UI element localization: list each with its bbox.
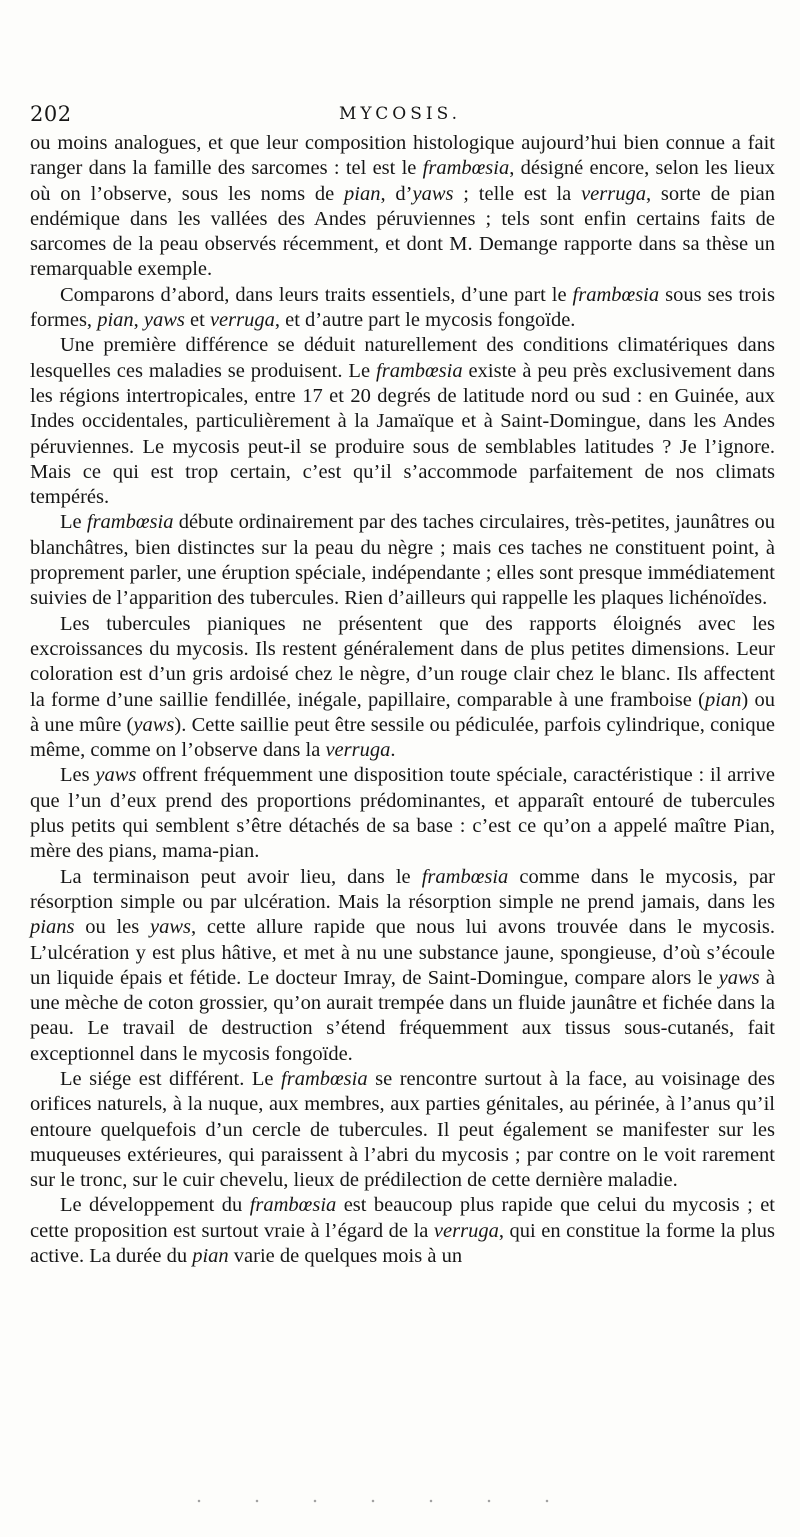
text-run: Les tubercules pianiques ne présentent que des rapports éloignés avec les excroissances du mycosis. Ils restent généralement dans de plus petites dimensions. Leur coloration est d’un gris ardoisé chez le nègre, d’un rouge clair chez le blanc. Ils affectent la forme d’une saillie fendillée, inégale, papillaire, comparable à une framboise ( — [30, 612, 775, 711]
italic-term: yaws — [718, 966, 760, 989]
text-run: comme dans le mycosis, par résorption simple ou par ulcération. Mais la résorption simple ne prend jamais, dans les — [30, 865, 775, 913]
text-run: Le — [60, 511, 87, 534]
text-run: sous ses trois formes, — [30, 283, 775, 332]
text-run: , qui en constitue la forme la plus active. La durée du — [30, 1219, 775, 1268]
text-run: offrent fréquemment une disposition toute spéciale, caractéristique : il arrive que l’un d’eux prend des proportions prédominantes, et apparaît entouré de tubercules plus petits qui semblent s’être détachés de sa base : c’est ce qu’on a appelé maître Pian, mère des pians, mama-pian. — [30, 764, 775, 863]
footer-print-marks — [170, 1499, 590, 1503]
text-run: débute ordinairement par des taches circulaires, très-petites, jaunâtres ou blanchâtres, bien distinctes sur la peau du nègre ; mais ces taches ne constituent point, à proprement parler, une éruption spéciale, indépendante ; elles sont presque immédiatement suivies de l’apparition des tubercules. Rien d’ailleurs qui rappelle les plaques lichénoïdes. — [30, 511, 775, 610]
text-run: ou les — [74, 916, 150, 939]
text-run: , sorte de pian endémique dans les vallées des Andes péruviennes ; tels sont enfin certains faits de sarcomes de la peau observés récemment, et dont M. Demange rapporte dans sa thèse un remarquable exemple. — [30, 182, 776, 281]
paragraph-8 — [30, 1067, 775, 1193]
italic-term: yaws — [95, 764, 137, 787]
italic-term: frambœsia — [86, 511, 174, 534]
text-run: à une mèche de coton grossier, qu’on aurait trempée dans un fluide jaunâtre et fichée dans la peau. Le travail de destruction s’étend fréquemment aux tissus sous-cutanés, fait exceptionnel dans le mycosis fongoïde. — [30, 966, 775, 1065]
italic-term: pians — [30, 916, 75, 939]
text-run: varie de quelques mois à un — [228, 1245, 463, 1268]
text-run: Les — [60, 764, 96, 787]
italic-term: frambœsia — [249, 1194, 337, 1217]
text-run: Une première différence se déduit naturellement des conditions climatériques dans lesquelles ces maladies se produisent. Le — [30, 334, 775, 382]
paragraph-4 — [30, 510, 775, 611]
italic-term: yaws — [150, 916, 191, 939]
paragraph-6 — [30, 763, 775, 864]
paragraph-1 — [30, 131, 775, 283]
text-run: Le développement du — [60, 1194, 250, 1217]
italic-term: pian — [704, 688, 742, 711]
paragraph-7 — [30, 865, 775, 1067]
text-run: ) ou à une mûre ( — [30, 688, 776, 736]
italic-term: frambœsia — [376, 359, 463, 382]
italic-term: verruga — [433, 1219, 499, 1242]
italic-term: frambœsia — [281, 1067, 368, 1090]
running-head: MYCOSIS. — [338, 104, 462, 124]
paragraph-3 — [30, 333, 775, 510]
text-run: , et d’autre part le mycosis fongoïde. — [274, 309, 576, 332]
italic-term: frambœsia — [422, 157, 510, 180]
italic-term: verruga — [209, 309, 275, 332]
text-run: ). Cette saillie peut être sessile ou pédiculée, parfois cylindrique, conique même, comme on l’observe dans la — [30, 713, 775, 762]
text-run: , d’ — [380, 182, 413, 205]
italic-term: pian — [192, 1245, 229, 1268]
italic-term: frambœsia — [572, 283, 660, 306]
text-run: et — [184, 309, 210, 332]
paragraph-5 — [30, 612, 775, 764]
text-run: est beaucoup plus rapide que celui du mycosis ; et cette proposition est surtout vraie à l’égard de la — [30, 1194, 776, 1242]
text-run: se rencontre surtout à la face, au voisinage des orifices naturels, à la nuque, aux membres, aux parties génitales, au périnée, à l’anus qu’il entoure quelquefois d’un cercle de tubercules. Il peut également se manifester sur les muqueuses extérieures, qui paraissent à l’abri du mycosis ; par contre on le voit rarement sur le tronc, sur le cuir chevelu, lieux de prédilection de cette dernière maladie. — [30, 1067, 775, 1192]
italic-term: verruga — [325, 739, 391, 762]
text-run: ; telle est la — [453, 182, 582, 205]
italic-term: yaws — [412, 182, 454, 205]
text-run: Le siége est différent. Le — [60, 1067, 282, 1090]
italic-term: yaws — [133, 713, 175, 736]
text-run: , désigné encore, selon les lieux où on l’observe, sous les noms de — [30, 157, 775, 205]
page-number: 202 — [30, 102, 72, 126]
page-header — [30, 98, 770, 128]
paragraph-9 — [30, 1193, 775, 1269]
text-run: ou moins analogues, et que leur composition histologique aujourd’hui bien connue a fait ranger dans la famille des sarcomes : tel est le — [30, 132, 775, 180]
text-run: La terminaison peut avoir lieu, dans le — [60, 865, 422, 888]
italic-term: pian — [97, 309, 134, 332]
text-run: , cette allure rapide que nous lui avons trouvée dans le mycosis. L’ulcération y est plus hâtive, et met à nu une substance jaune, spongieuse, d’où s’écoule un liquide épais et fétide. Le docteur Imray, de Saint-Domingue, compare alors le — [30, 916, 776, 989]
text-run: Comparons d’abord, dans leurs traits essentiels, d’une part le — [60, 283, 573, 306]
text-run: . — [390, 739, 396, 762]
italic-term: yaws — [143, 309, 185, 332]
paragraph-2 — [30, 283, 775, 334]
text-run: existe à peu près exclusivement dans les régions intertropicales, entre 17 et 20 degrés de latitude nord ou sud : en Guinée, aux Indes occidentales, particulièrement à la Jamaïque et à Saint-Domingue, dans les Andes péruviennes. Le mycosis peut-il se produire sous de semblables latitudes ? Je l’ignore. Mais ce qui est trop certain, c’est qu’il s’accommode parfaitement de nos climats tempérés. — [30, 359, 776, 509]
italic-term: pian — [344, 182, 381, 205]
text-run: , — [133, 309, 144, 332]
body-text — [30, 131, 775, 1269]
italic-term: verruga — [581, 182, 646, 205]
italic-term: frambœsia — [421, 865, 509, 888]
